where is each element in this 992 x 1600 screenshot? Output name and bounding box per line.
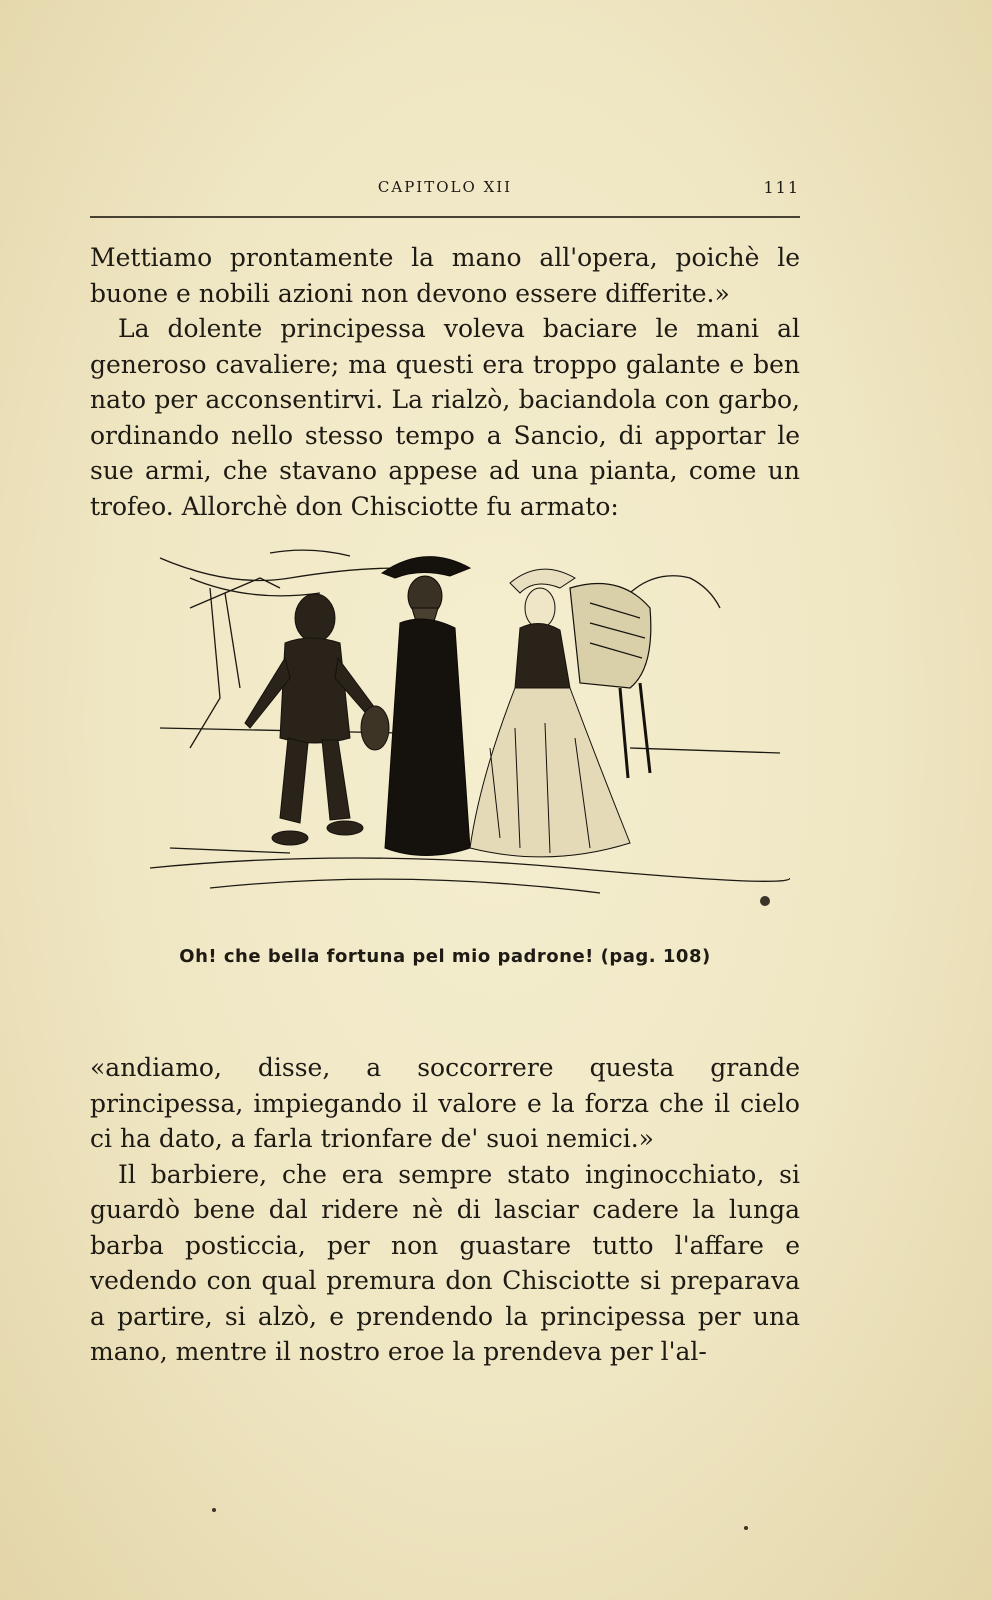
- running-title: CAPITOLO XII: [377, 178, 513, 196]
- ink-speck: [212, 1508, 216, 1512]
- text-block-top: [90, 240, 800, 524]
- page-number: 111: [763, 178, 800, 197]
- header-rule: [90, 216, 800, 218]
- engraving-illustration: [150, 548, 790, 918]
- text-block-bottom: [90, 1050, 800, 1370]
- page-header: [90, 178, 800, 202]
- paragraph: La dolente principessa voleva baciare le mani al generoso cavaliere; ma questi era troppo galante e ben nato per acconsentirvi. La rialzò, baciandola con garbo, ordinando nello stesso tempo a Sancio, di apportar le sue armi, che stavano appese ad una pianta, come un trofeo. Allorchè don Chisciotte fu armato:: [90, 314, 800, 521]
- paragraph-continued: «andiamo, disse, a soccorrere questa grande principessa, impiegando il valore e la forza che il cielo ci ha dato, a farla trionfare de' suoi nemici.»: [90, 1053, 800, 1153]
- ink-speck: [744, 1526, 748, 1530]
- paragraph-continued: Mettiamo prontamente la mano all'opera, poichè le buone e nobili azioni non devono essere differite.»: [90, 243, 800, 308]
- illustration-caption: Oh! che bella fortuna pel mio padrone! (pag. 108): [179, 946, 711, 967]
- ink-speck: [760, 896, 770, 906]
- paragraph: Il barbiere, che era sempre stato inginocchiato, si guardò bene dal ridere nè di lasciar cadere la lunga barba posticcia, per non guastare tutto l'affare e vedendo con qual premura don Chisciotte si preparava a partire, si alzò, e prendendo la principessa per una mano, mentre il nostro eroe la prendeva per l'al-: [90, 1159, 800, 1366]
